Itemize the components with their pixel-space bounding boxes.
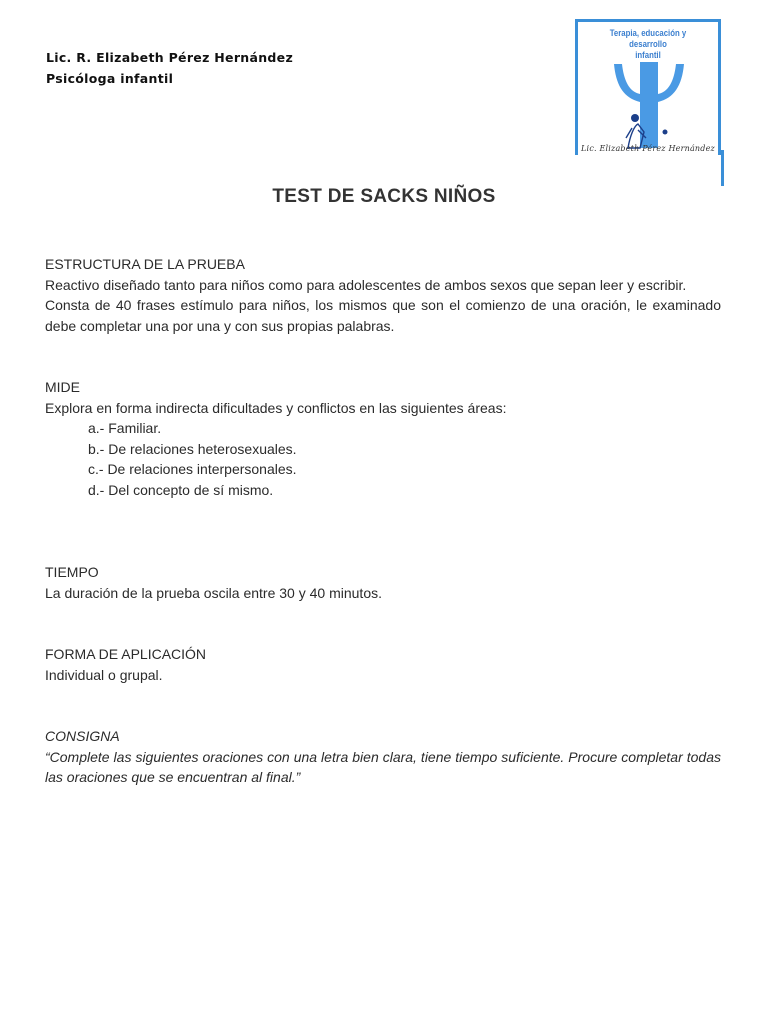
document-body	[45, 254, 721, 788]
author-role: Psicóloga infantil	[46, 71, 174, 86]
section-heading: TIEMPO	[45, 564, 99, 580]
section-heading: FORMA DE APLICACIÓN	[45, 646, 207, 662]
logo	[575, 19, 721, 155]
section-consigna	[45, 726, 721, 788]
logo-border-accent	[721, 150, 724, 186]
section-estructura	[45, 254, 721, 336]
document-title: TEST DE SACKS NIÑOS	[272, 186, 496, 207]
logo-signature: Lic. Elizabeth Pérez Hernández	[581, 144, 715, 153]
list-item: d.- Del concepto de sí mismo.	[88, 481, 274, 498]
author-block	[46, 47, 293, 89]
author-name: Lic. R. Elizabeth Pérez Hernández	[46, 50, 294, 65]
psi-icon	[610, 58, 688, 152]
areas-list	[45, 418, 721, 500]
section-heading: CONSIGNA	[45, 728, 120, 744]
paragraph: La duración de la prueba oscila entre 30 y 40 minutos.	[45, 584, 382, 601]
section-tiempo	[45, 562, 721, 603]
list-item: c.- De relaciones interpersonales.	[88, 461, 297, 477]
paragraph: Reactivo diseñado tanto para niños como para adolescentes de ambos sexos que sepan leer y escribir.	[45, 276, 687, 293]
section-heading: MIDE	[45, 379, 80, 395]
logo-title	[591, 28, 706, 61]
list-item: b.- De relaciones heterosexuales.	[88, 440, 297, 457]
section-forma	[45, 644, 721, 685]
paragraph: “Complete las siguientes oraciones con una letra bien clara, tiene tiempo suficiente. Procure completar todas las oraciones que se encuentran al final.”	[45, 748, 721, 785]
logo-title-line1: Terapia, educación y desarrollo	[609, 28, 687, 50]
logo-title-line2: infantil	[635, 50, 661, 61]
paragraph: Explora en forma indirecta dificultades y conflictos en las siguientes áreas:	[45, 399, 507, 416]
paragraph: Individual o grupal.	[45, 666, 163, 683]
section-mide	[45, 377, 721, 500]
list-item: a.- Familiar.	[88, 420, 162, 436]
paragraph: Consta de 40 frases estímulo para niños, los mismos que son el comienzo de una oración, le examinado debe completar una por una y con sus propias palabras.	[45, 297, 721, 334]
section-heading: ESTRUCTURA DE LA PRUEBA	[45, 256, 245, 272]
